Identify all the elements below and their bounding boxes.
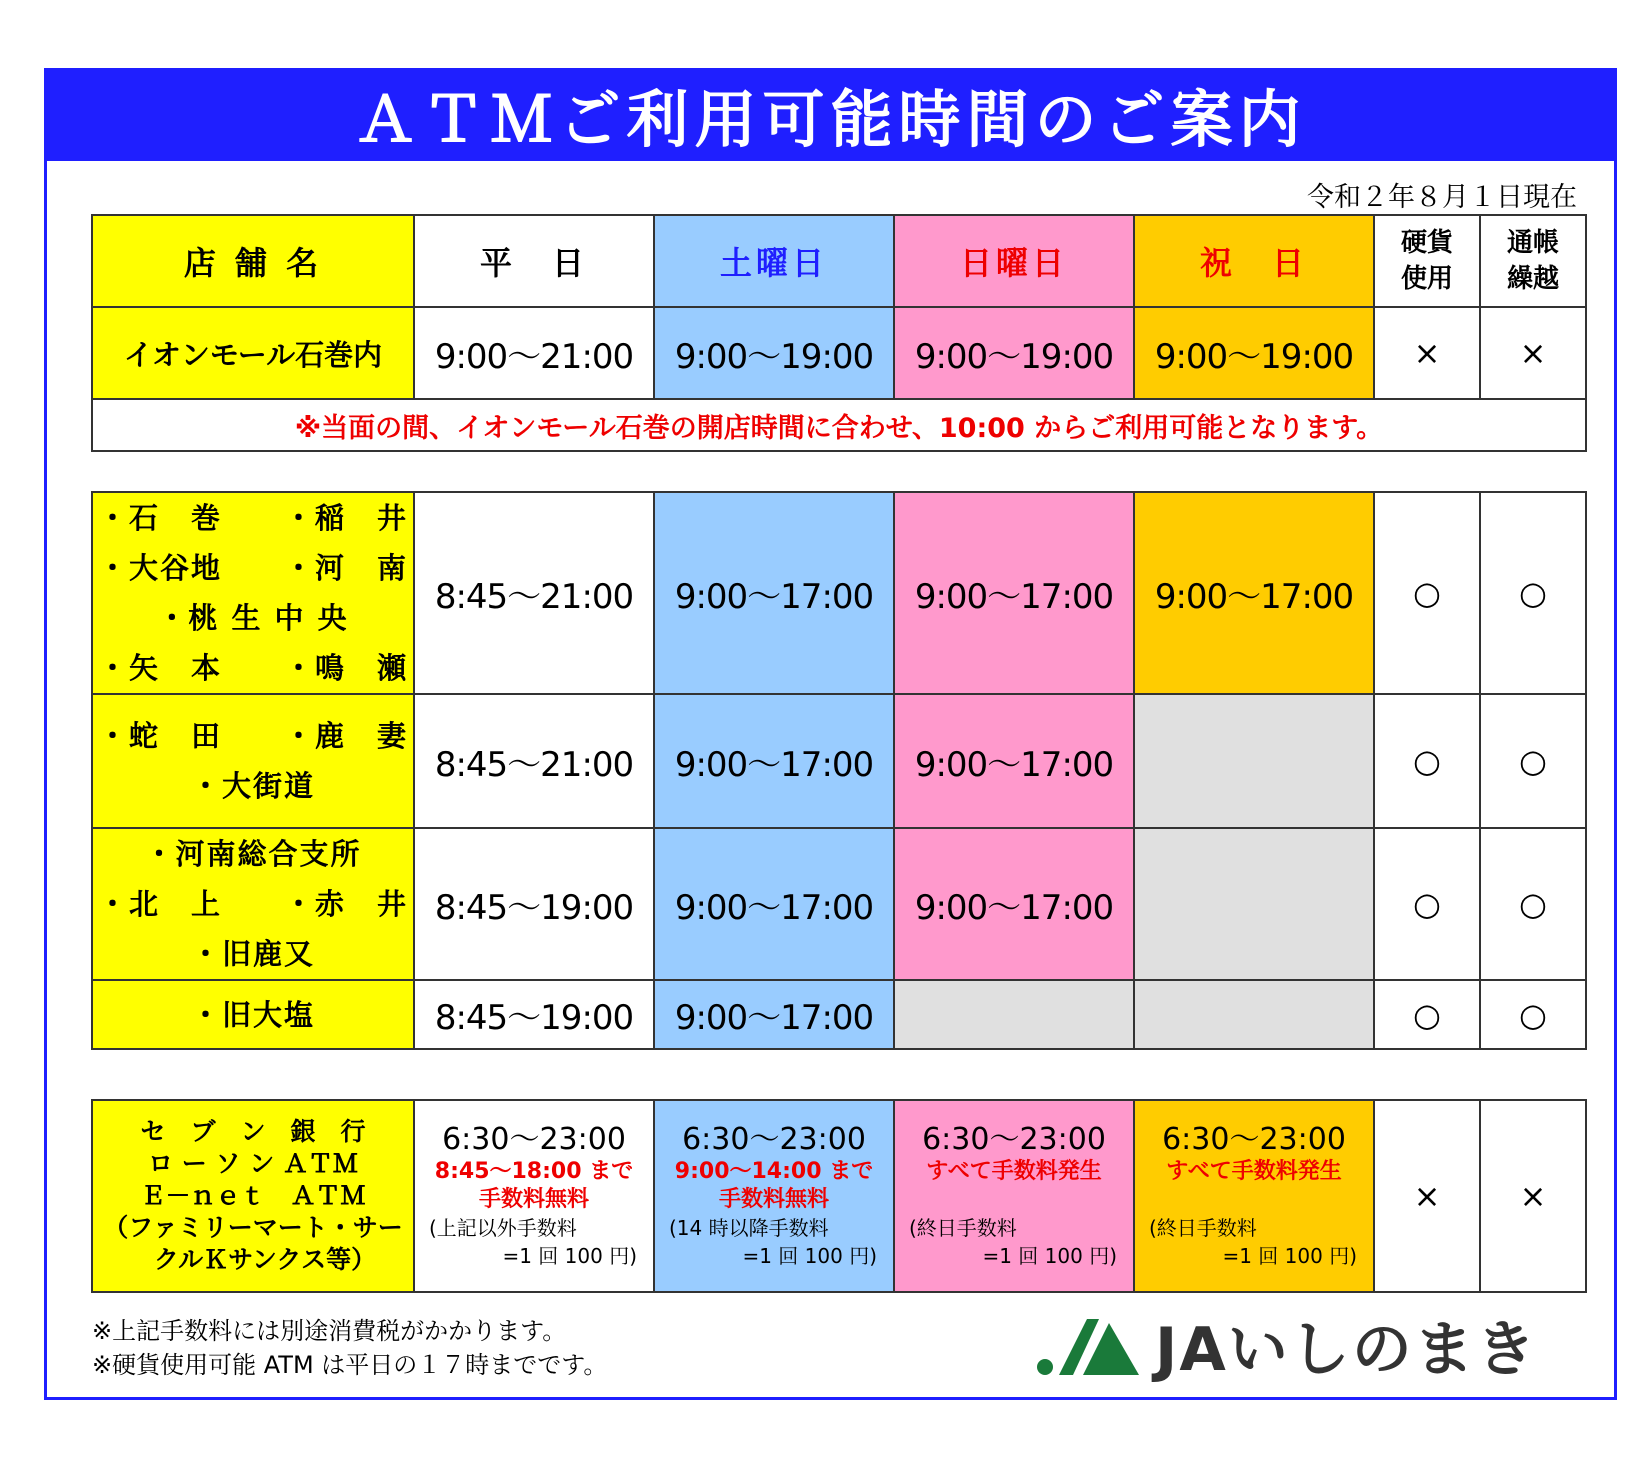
title-banner	[44, 68, 1617, 161]
fee-notice: すべて手数料発生	[1166, 1159, 1342, 1184]
free-period: 9:00～14:00 まで	[674, 1159, 874, 1184]
logo-text: JAいしのまき	[1155, 1315, 1538, 1385]
cvs-hours: 6:30～23:00	[682, 1122, 866, 1157]
store-list	[92, 828, 414, 980]
free-period: 8:45～18:00 まで	[434, 1159, 634, 1184]
cvs-hours: 6:30～23:00	[442, 1122, 626, 1157]
weekday-hours: 8:45～21:00	[414, 694, 654, 828]
store-list	[92, 492, 414, 694]
table-row	[92, 694, 1586, 828]
weekday-hours: 8:45～21:00	[414, 492, 654, 694]
sunday-hours: 9:00～17:00	[894, 492, 1134, 694]
sunday-closed	[894, 980, 1134, 1049]
coin-mark: ○	[1374, 980, 1480, 1049]
table-row	[92, 492, 1586, 694]
store-item: ・旧大塩	[190, 997, 315, 1032]
saturday-hours: 9:00～17:00	[654, 492, 894, 694]
fee-line: (14 時以降手数料	[669, 1216, 829, 1240]
aeon-note: ※当面の間、イオンモール石巻の開店時間に合わせ、10:00 からご利用可能となります。	[92, 399, 1586, 451]
store-item: ・桃 生 中 央	[157, 601, 349, 635]
store-list	[92, 980, 414, 1049]
header-store: 店 舗 名	[92, 215, 414, 307]
ja-mark-icon	[1033, 1313, 1143, 1377]
page-title: ＡＴＭご利用可能時間のご案内	[354, 83, 1307, 156]
store-item: ・矢 本 ・鳴 瀬	[97, 651, 408, 685]
spacer	[1135, 1186, 1373, 1214]
coin-mark: ○	[1374, 828, 1480, 980]
spacer	[895, 1186, 1133, 1214]
header-coin-line1: 硬貨	[1400, 228, 1453, 258]
cvs-hours: 6:30～23:00	[922, 1122, 1106, 1157]
store-item: ・大街道	[190, 769, 315, 803]
footer-note-2: ※硬貨使用可能 ATM は平日の１７時までです。	[92, 1351, 608, 1379]
coin-mark: ○	[1374, 694, 1480, 828]
sunday-cvs	[894, 1100, 1134, 1292]
coin-mark: ×	[1374, 1100, 1480, 1292]
saturday-hours: 9:00～17:00	[654, 980, 894, 1049]
convenience-table	[91, 1099, 1587, 1293]
fee-amount: =1 回 100 円)	[982, 1244, 1117, 1268]
fee-line: (上記以外手数料	[429, 1216, 577, 1240]
free-label: 手数料無料	[718, 1187, 829, 1212]
header-sunday: 日曜日	[894, 215, 1134, 307]
atm-name: セ ブ ン 銀 行	[140, 1117, 366, 1146]
atm-name: ロ ー ソ ン ＡＴＭ	[148, 1149, 358, 1178]
weekday-hours: 8:45～19:00	[414, 828, 654, 980]
header-row	[92, 215, 1586, 307]
as-of-date: 令和２年８月１日現在	[1307, 182, 1577, 213]
ja-logo	[1033, 1305, 1573, 1385]
table-row	[92, 1100, 1586, 1292]
weekday-hours: 9:00～21:00	[414, 307, 654, 399]
atm-name: クルＫサンクス等）	[153, 1245, 377, 1274]
store-item: ・北 上 ・赤 井	[97, 887, 408, 921]
holiday-hours: 9:00～19:00	[1134, 307, 1374, 399]
fee-line: (終日手数料	[909, 1216, 1017, 1240]
free-label: 手数料無料	[478, 1187, 589, 1212]
header-weekday: 平 日	[414, 215, 654, 307]
passbook-mark: ×	[1480, 1100, 1586, 1292]
atm-name: Ｅ－ｎｅｔ ＡＴＭ	[140, 1181, 366, 1210]
holiday-closed	[1134, 694, 1374, 828]
coin-mark: ○	[1374, 492, 1480, 694]
aeon-table	[91, 214, 1587, 452]
footer-note-1: ※上記手数料には別途消費税がかかります。	[92, 1317, 567, 1345]
header-passbook-line2: 繰越	[1506, 264, 1559, 294]
header-coin-line2: 使用	[1400, 264, 1453, 294]
sunday-hours: 9:00～17:00	[894, 828, 1134, 980]
fee-amount: =1 回 100 円)	[502, 1244, 637, 1268]
note-row	[92, 399, 1586, 451]
saturday-hours: 9:00～19:00	[654, 307, 894, 399]
table-row	[92, 307, 1586, 399]
table-row	[92, 980, 1586, 1049]
store-name: イオンモール石巻内	[92, 307, 414, 399]
passbook-mark: ○	[1480, 492, 1586, 694]
saturday-cvs	[654, 1100, 894, 1292]
header-saturday: 土曜日	[654, 215, 894, 307]
fee-amount: =1 回 100 円)	[742, 1244, 877, 1268]
table-row	[92, 828, 1586, 980]
passbook-mark: ×	[1480, 307, 1586, 399]
store-item: ・旧鹿又	[190, 937, 315, 971]
holiday-closed	[1134, 828, 1374, 980]
holiday-hours: 9:00～17:00	[1134, 492, 1374, 694]
saturday-hours: 9:00～17:00	[654, 694, 894, 828]
branch-table	[91, 491, 1587, 1050]
coin-mark: ×	[1374, 307, 1480, 399]
store-item: ・石 巻 ・稲 井	[97, 501, 408, 535]
header-passbook-line1: 通帳	[1506, 228, 1559, 258]
sunday-hours: 9:00～17:00	[894, 694, 1134, 828]
store-item: ・蛇 田 ・鹿 妻	[97, 719, 408, 753]
atm-name: （ファミリーマート・サー	[103, 1213, 403, 1242]
weekday-hours: 8:45～19:00	[414, 980, 654, 1049]
store-list	[92, 694, 414, 828]
holiday-cvs	[1134, 1100, 1374, 1292]
store-item: ・大谷地 ・河 南	[97, 551, 408, 585]
header-passbook	[1480, 215, 1586, 307]
passbook-mark: ○	[1480, 694, 1586, 828]
passbook-mark: ○	[1480, 828, 1586, 980]
holiday-closed	[1134, 980, 1374, 1049]
cvs-hours: 6:30～23:00	[1162, 1122, 1346, 1157]
saturday-hours: 9:00～17:00	[654, 828, 894, 980]
fee-notice: すべて手数料発生	[926, 1159, 1102, 1184]
header-coin	[1374, 215, 1480, 307]
fee-line: (終日手数料	[1149, 1216, 1257, 1240]
fee-amount: =1 回 100 円)	[1222, 1244, 1357, 1268]
weekday-cvs	[414, 1100, 654, 1292]
header-holiday: 祝 日	[1134, 215, 1374, 307]
passbook-mark: ○	[1480, 980, 1586, 1049]
store-item: ・河南総合支所	[144, 837, 362, 871]
convenience-names	[92, 1100, 414, 1292]
sunday-hours: 9:00～19:00	[894, 307, 1134, 399]
